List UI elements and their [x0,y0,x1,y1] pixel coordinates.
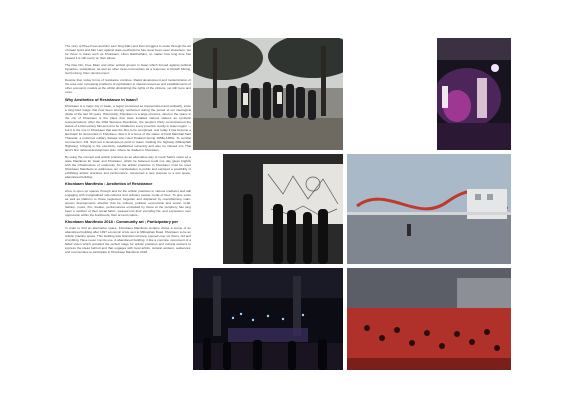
intro-paragraph: The story of Phee Kuan and Mor Lam Sing Pahn and their struggles to resist through the art of Isaan lyrics and Mor Lam against state mechanisms has never been seen elsewhere, but for those in Isaan such as Khonkaen, Ubon Ratchathani, no matter how long time has passed it is still overly on their elbow. [65,44,191,60]
khonkaen-history-paragraph: Khonkaen is a major city in Isaan, a region perceived as impoverished and politically, since a long-held image that how been wrongly reinforced during the period of our ideological divide of the last 30 years. Historically, Khonkaen is a large province, where's the space in the city of Khonkaen is the place that state installed various statues as symbolic representations. After the 1932 Siamese Revolution, the people's Party commissioned the statue of a Democracy Movement to be installed in every province mostly in Isaan region — but it is the one in Khonkaen that was the first to be completed, and today it has become a landmark for democratic in Khonkaen. Also it is a home of the statue of Field Marshall Sarit Thanarat, a notorious military dictator who ruled Thailand during 1958s-1960s. To combat communism, FM. Sarit led a development push in Isaan, building the highway (Mittraphab Highway), bringing in the electricity, established university and also he infused into Thai land's first national development plan, where he drafted in Khonkaen. [65,103,191,152]
photo-crowd-outdoor [193,38,343,150]
heading-manifesto: Khonkaen Manifesto : Aesthetics of Resistance [65,181,153,187]
photo-collage [193,38,511,370]
photo-audience-mural [223,154,343,264]
photo-rooftop-sculpture [347,154,511,264]
venue-paragraph: In order to find an alternative space, Khonkaen Manifesto workers chose a venue of an abandoned building after 1997 economic crisis next to Mittraphap Road. Khonkaen to be an artistic practice space. This building was financial company opened over six floors, old and crumbling. Have never met its use. A abandoned building, it like a concrete monument of a failed vision which provided the perfect stage for artistic practices and cultural workers to impress the ideas behind and that engages with local artists, cultural workers, audiences, and communities to participate in Khonkaen Manifesto 2018. [65,226,191,255]
resistance-paragraph: Despite that, today forms of resistance continue. Rapid development and modernization of the area over increasing problems of exploitation in natural resources and establishments of other economic models at the whilst diminishing the rights of the citizens, yet still more and more. [65,78,191,95]
text-column [65,44,191,374]
photo-night-concert [193,268,343,370]
heading-manifesto-2018: Khonkaen Manifesto 2018 : Community art ; Participatory per [65,218,179,224]
activists-paragraph: The Dao Din, Free Dkan and other activist groups in Isaan which formed against political injustices, workplaces, as well as other local communities as a response to Potash Mining, Gold mining, Dam, Environment. [65,63,191,76]
photo-red-field [347,268,511,370]
manifesto-aims-paragraph: Aims to open up spaces through and for the artistic practices in various mediums and talk engaging with marginalised sub-cultures and ordinary people mode of lives. To give voice as well as platform to those neglected, forgotten and displaced by overwhelming main-stream developments whether that be cultural, political, economical and social. Craft, fashion, music, film, theatre, performances embodied by those at the periphery has long been a medium of their social fabric, weaved into their everyday life, and expression over oppression within the livelihoods, their art and culture. [65,188,191,217]
heading-why-aesthetics: Why Aesthetics of Resistance in Isaan? [65,96,139,102]
photo-performance-pink [437,38,511,150]
concept-paragraph: By using the concept and artistic practices as an alternative way to mock Sarit's vision as a state Manifesto for Isaan and Khonkaen, which he believed could one day glean brightly with the infrastructure of modernity. So the artistic practices in Khonkaen must be used Khonkaen Manifesto to addresses our manifestation to public and explored a possibility of exhibiting artistic practices and performance, reinvented a new purpose to a lost space, abandoned building. [65,155,191,180]
